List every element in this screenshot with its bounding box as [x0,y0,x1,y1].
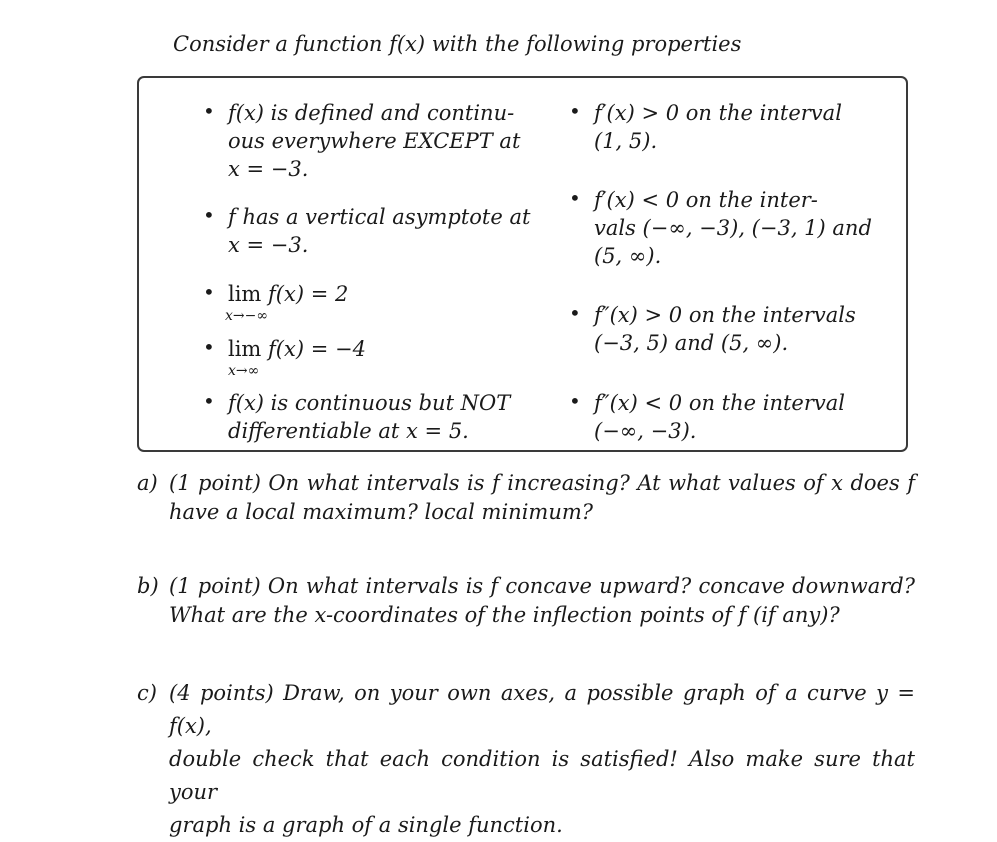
property-text [594,186,887,270]
question-line: What are the x-coordinates of the inflection points of f (if any)? [169,603,840,627]
property-line: (−∞, −3). [594,419,697,443]
property-line: x = −3. [228,233,309,257]
bullet-icon: • [203,389,215,413]
question-line: (4 points) Draw, on your own axes, a possible graph of a curve y = f(x), [169,681,915,738]
property-line: f″(x) > 0 on the intervals [594,303,856,327]
bullet-icon: • [203,280,215,304]
property-item [569,389,887,445]
property-item [569,99,887,155]
property-line: f′(x) < 0 on the inter- [594,188,818,212]
property-line: f″(x) < 0 on the interval [594,391,845,415]
question-line: have a local maximum? local minimum? [169,500,594,524]
bullet-icon: • [203,99,215,123]
property-item [203,99,533,183]
bullet-icon: • [203,203,215,227]
limit-value: f(x) = 2 [261,282,349,306]
property-text [228,99,533,183]
property-text [228,203,533,259]
question-body [169,572,915,630]
property-item [569,186,887,270]
property-line: (1, 5). [594,129,658,153]
property-text [594,301,887,357]
question-label: c) [137,681,157,705]
bullet-icon: • [569,301,581,325]
bullet-icon: • [203,335,215,359]
limit-subscript: x→−∞ [225,308,269,324]
limit-operator: lim [228,282,262,306]
intro-text: Consider a function f(x) with the following properties [173,32,742,56]
property-text [594,99,887,155]
question-a [137,469,915,527]
question-body [169,469,915,527]
limit-expression [228,335,366,379]
property-item [203,203,533,259]
question-label: b) [137,574,159,598]
bullet-icon: • [569,186,581,210]
question-line: (1 point) On what intervals is f concave upward? concave downward? [169,574,915,598]
property-line: ous everywhere EXCEPT at [228,129,521,153]
limit-value: f(x) = −4 [261,337,366,361]
property-line: (−3, 5) and (5, ∞). [594,331,789,355]
question-body [169,677,915,842]
property-line: x = −3. [228,157,309,181]
property-text [594,389,887,445]
property-line: vals (−∞, −3), (−3, 1) and [594,216,872,240]
limit-operator: lim [228,337,262,361]
bullet-icon: • [569,99,581,123]
property-line: differentiable at x = 5. [228,419,469,443]
bullet-icon: • [569,389,581,413]
property-item [203,389,533,445]
question-b [137,572,915,630]
property-line: f has a vertical asymptote at [228,205,531,229]
property-item [569,301,887,357]
question-line: graph is a graph of a single function. [169,813,563,837]
property-item-limit [203,280,533,324]
property-text [228,389,533,445]
property-line: (5, ∞). [594,244,662,268]
limit-expression [225,280,349,324]
property-item-limit [203,335,533,379]
question-line: double check that each condition is satisfied! Also make sure that your [169,747,915,804]
question-line: (1 point) On what intervals is f increasing? At what values of x does f [169,471,915,495]
limit-subscript: x→∞ [228,363,260,379]
property-line: f(x) is continuous but NOT [228,391,511,415]
question-label: a) [137,471,158,495]
properties-box [137,76,908,452]
property-line: f′(x) > 0 on the interval [594,101,842,125]
property-line: f(x) is defined and continu- [228,101,515,125]
question-c [137,677,915,842]
